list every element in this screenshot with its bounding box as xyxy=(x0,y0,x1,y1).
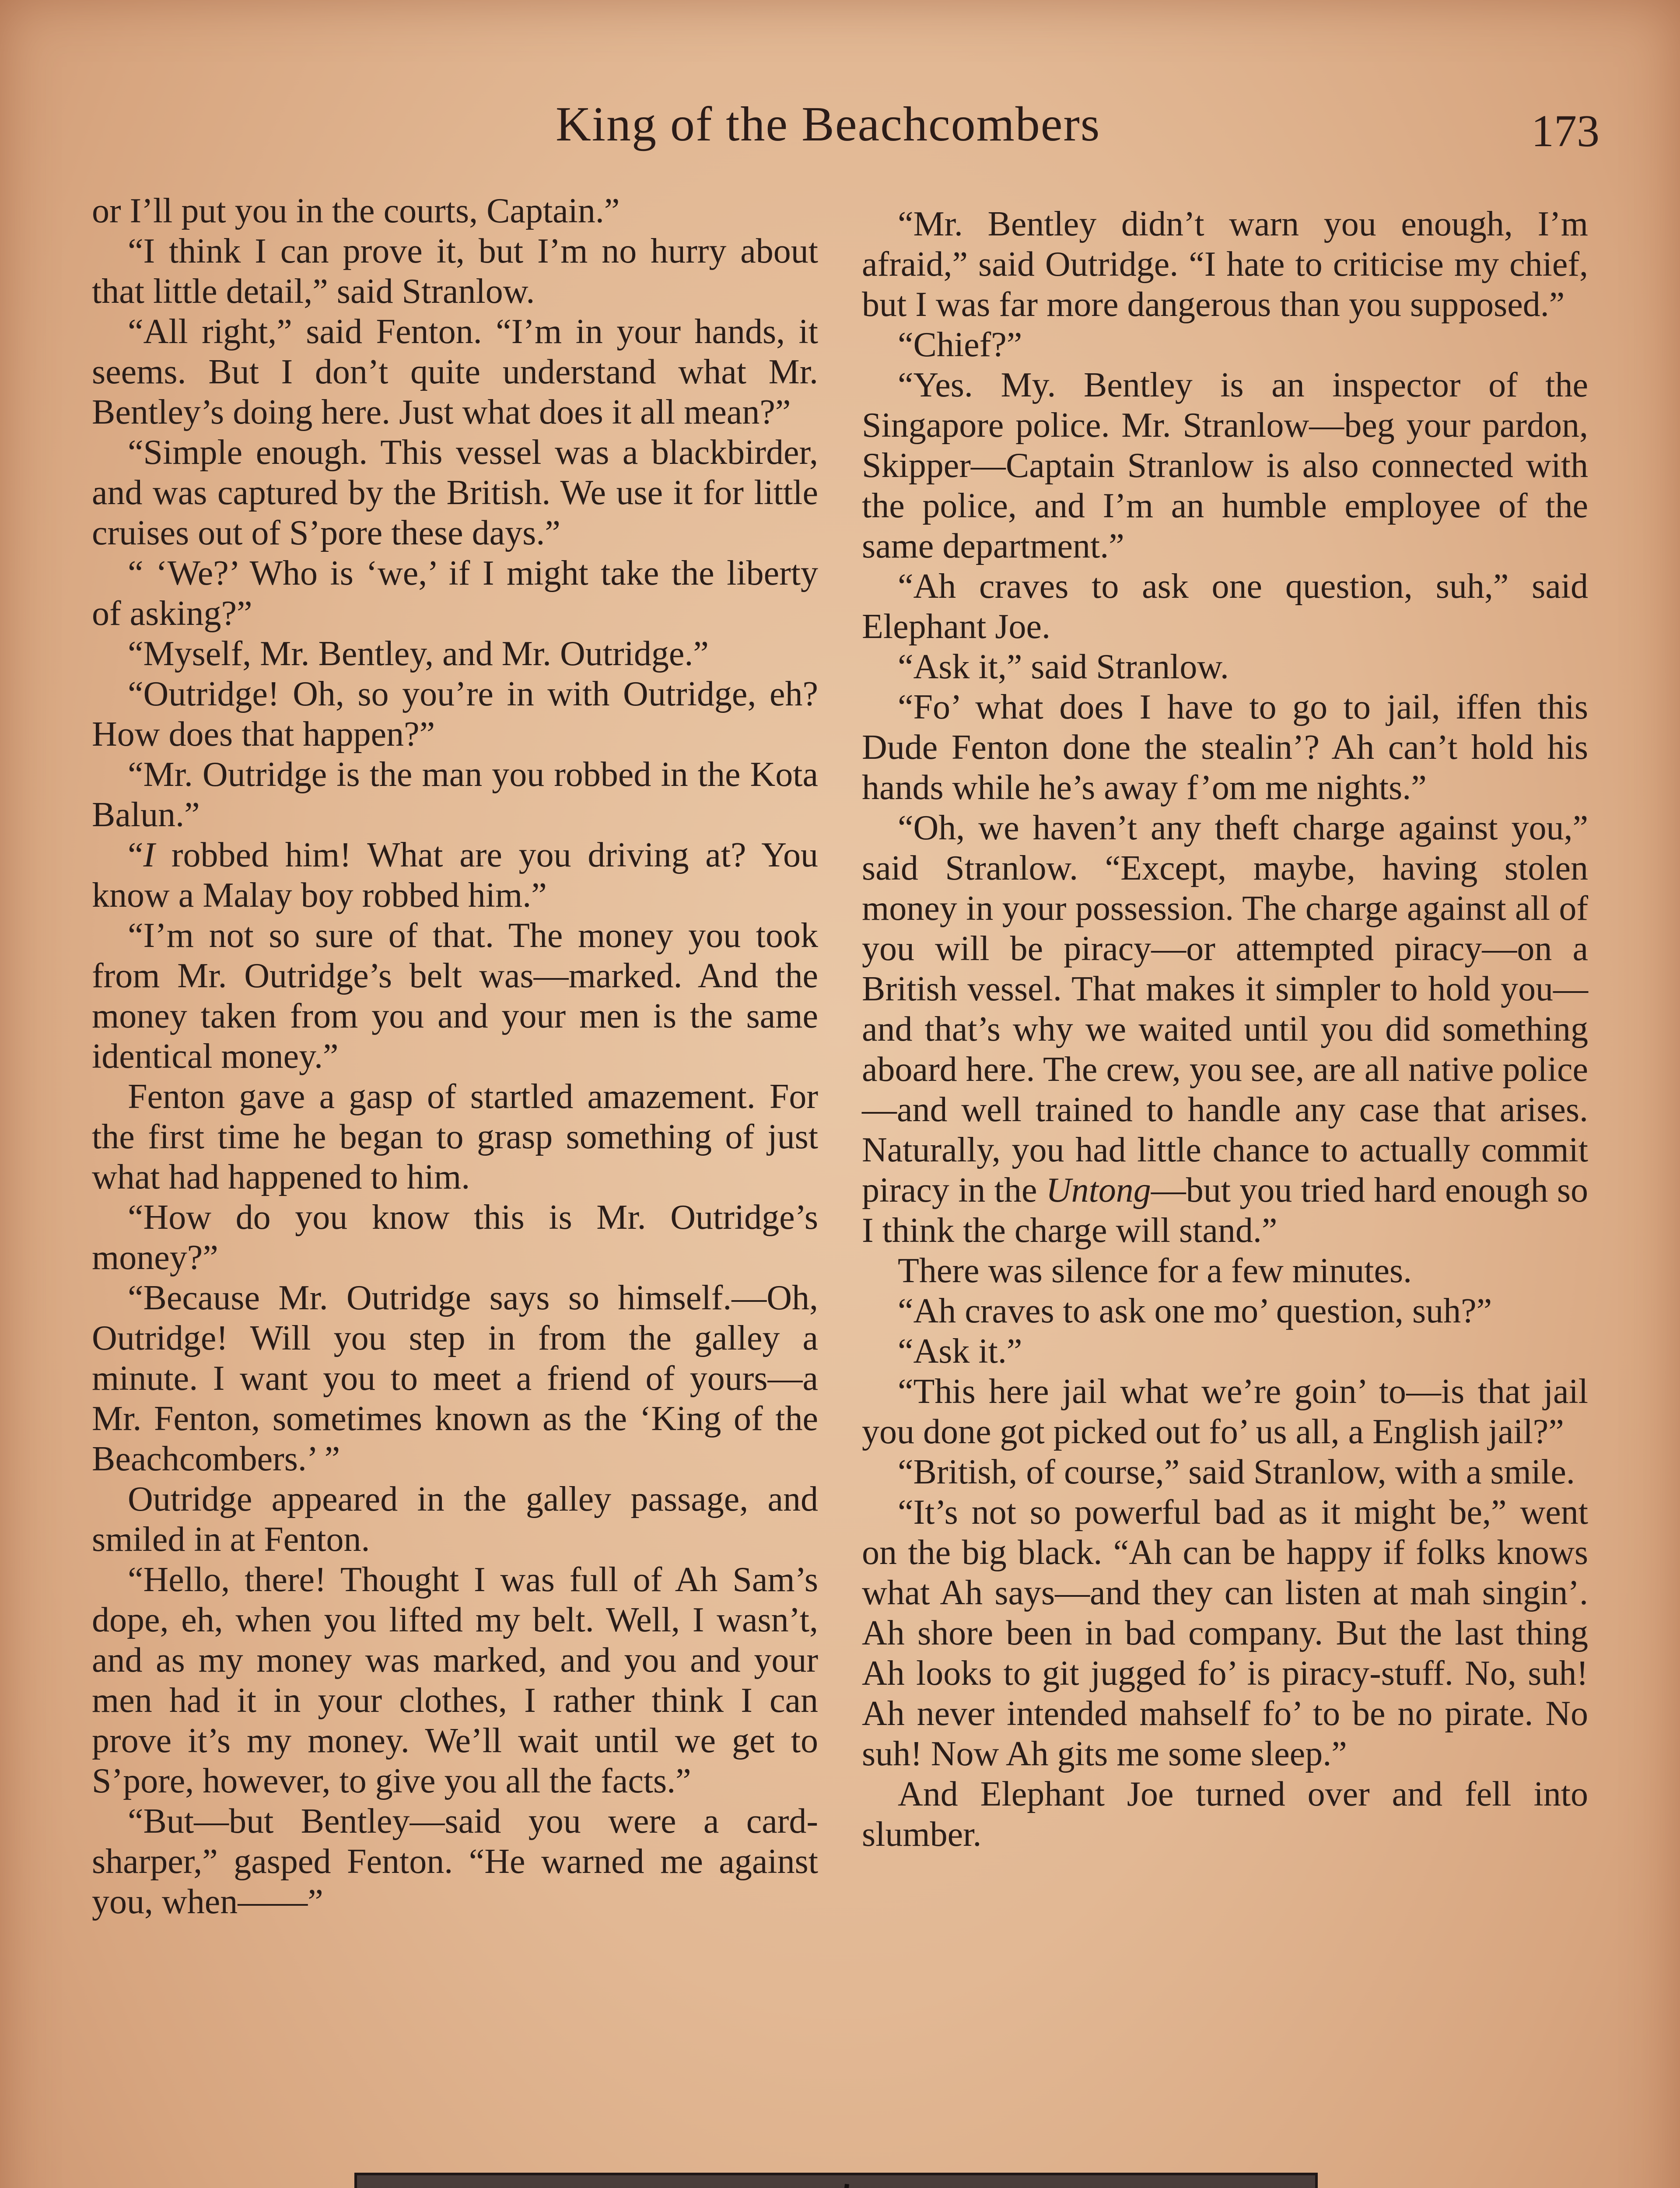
left_column-paragraph: “But—but Bentley—said you were a card-sharper,” gasped Fenton. “He warned me against you, when——” xyxy=(92,1802,818,1921)
right_column-paragraph: “Chief?” xyxy=(898,326,1022,364)
running-title: King of the Beachcombers xyxy=(556,97,1101,151)
right_column-paragraph: “It’s not so powerful bad as it might be,” went on the big black. “Ah can be happy if folks knows what Ah says—and they can listen at mah singin’. Ah shore been in bad company. But the last thing Ah looks to git jugged fo’ is piracy-stuff. No, suh! Ah never intended mahself fo’ to be no pirate. No suh! Now Ah gits me some sleep.” xyxy=(862,1493,1588,1773)
illustration-drawing xyxy=(357,2175,1315,2188)
page-number: 173 xyxy=(1531,106,1600,156)
right_column-paragraph: “Mr. Bentley didn’t warn you enough, I’m afraid,” said Outridge. “I hate to criticise my chief, but I was far more dangerous than you supposed.” xyxy=(862,205,1588,324)
left_column-paragraph: “I’m not so sure of that. The money you took from Mr. Outridge’s belt was—marked. And the money taken from you and your men is the same identical money.” xyxy=(92,916,818,1076)
right_column-paragraph: “Ask it.” xyxy=(898,1332,1022,1371)
right_column-paragraph: “Fo’ what does I have to go to jail, iffen this Dude Fenton done the stealin’? Ah can’t hold his hands while he’s away f’om me nights.” xyxy=(862,688,1588,807)
illustration-junk-at-sea xyxy=(354,2173,1318,2188)
right-column xyxy=(862,204,1588,1855)
right_column-paragraph: “Ah craves to ask one mo’ question, suh?” xyxy=(898,1292,1492,1330)
left_column-paragraph: “Outridge! Oh, so you’re in with Outridge, eh? How does that happen?” xyxy=(92,675,818,754)
right_column-paragraph: And Elephant Joe turned over and fell into slumber. xyxy=(862,1775,1588,1854)
right_column-paragraph: There was silence for a few minutes. xyxy=(898,1252,1412,1290)
right_column-paragraph: “Yes. My. Bentley is an inspector of the Singapore police. Mr. Stranlow—beg your pardon, Skipper—Captain Stranlow is also connected with the police, and I’m an humble employee of the same department.” xyxy=(862,366,1588,565)
left_column-paragraph: “Mr. Outridge is the man you robbed in the Kota Balun.” xyxy=(92,755,818,834)
left_column-paragraph: “How do you know this is Mr. Outridge’s money?” xyxy=(92,1198,818,1277)
left_column-paragraph: “All right,” said Fenton. “I’m in your hands, it seems. But I don’t quite understand what Mr. Bentley’s doing here. Just what does it all mean?” xyxy=(92,312,818,431)
left_column-paragraph: “Simple enough. This vessel was a blackbirder, and was captured by the British. We use it for little cruises out of S’pore these days.” xyxy=(92,433,818,552)
running-head xyxy=(0,88,1680,158)
left_column-paragraph: “I robbed him! What are you driving at? You know a Malay boy robbed him.” xyxy=(92,836,818,915)
right_column-paragraph: “Ah craves to ask one question, suh,” said Elephant Joe. xyxy=(862,567,1588,646)
right_column-paragraph: “Oh, we haven’t any theft charge against you,” said Stranlow. “Except, maybe, having stolen money in your possession. The charge against all of you will be piracy—or attempted piracy—on a British vessel. That makes it simpler to hold you—and that’s why we waited until you did something aboard here. The crew, you see, are all native police—and well trained to handle any case that arises. Naturally, you had little chance to actually commit piracy in the Untong—but you tried hard enough so I think the charge will stand.” xyxy=(862,809,1588,1250)
left_column-paragraph: Fenton gave a gasp of startled amazement. For the first time he began to grasp something of just what had happened to him. xyxy=(92,1077,818,1196)
left_column-paragraph: “Because Mr. Outridge says so himself.—Oh, Outridge! Will you step in from the galley a minute. I want you to meet a friend of yours—a Mr. Fenton, sometimes known as the ‘King of the Beachcombers.’ ” xyxy=(92,1279,818,1478)
right_column-paragraph: “Ask it,” said Stranlow. xyxy=(898,648,1229,686)
left_column-paragraph: “Myself, Mr. Bentley, and Mr. Outridge.” xyxy=(128,635,709,673)
left_column-paragraph: “I think I can prove it, but I’m no hurry about that little detail,” said Stranlow. xyxy=(92,232,818,311)
right_column-paragraph: “This here jail what we’re goin’ to—is that jail you done got picked out fo’ us all, a English jail?” xyxy=(862,1372,1588,1451)
left_column-paragraph: “Hello, there! Thought I was full of Ah Sam’s dope, eh, when you lifted my belt. Well, I wasn’t, and as my money was marked, and you and your men had it in your clothes, I rather think I can prove it’s my money. We’ll wait until we get to S’pore, however, to give you all the facts.” xyxy=(92,1560,818,1800)
right_column-paragraph: “British, of course,” said Stranlow, with a smile. xyxy=(898,1453,1575,1491)
left_column-paragraph: Outridge appeared in the galley passage, and smiled in at Fenton. xyxy=(92,1480,818,1559)
left-column xyxy=(92,191,818,1922)
left_column-paragraph: “ ‘We?’ Who is ‘we,’ if I might take the liberty of asking?” xyxy=(92,554,818,633)
left_column-paragraph: or I’ll put you in the courts, Captain.” xyxy=(92,192,620,230)
